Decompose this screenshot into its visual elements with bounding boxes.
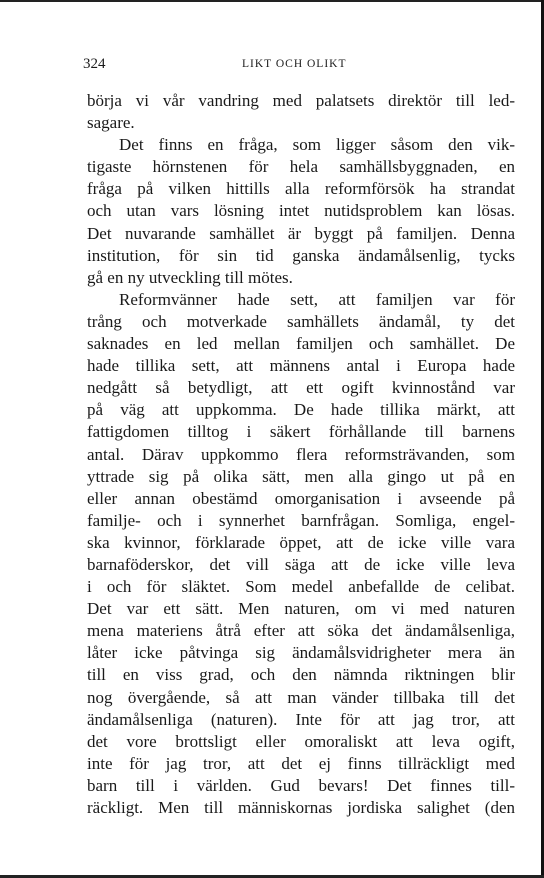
text-line: Det var ett sätt. Men naturen, om vi med naturen	[87, 599, 515, 619]
text-line: tigaste hörnstenen för hela samhällsbyggnaden, en	[87, 157, 515, 177]
text-line: och utan vars lösning intet nutidsproblem kan lösas.	[87, 201, 515, 221]
text-line: på väg att uppkomma. De hade tillika märkt, att	[87, 400, 515, 420]
text-line: till en viss grad, och den nämnda riktningen blir	[87, 665, 515, 685]
body-text	[87, 90, 515, 819]
text-line: nedgått så betydligt, att ett ogift kvinnostånd var	[87, 378, 515, 398]
page-top-edge	[0, 0, 544, 2]
text-line: Det nuvarande samhället är byggt på familjen. Denna	[87, 223, 515, 243]
text-line: räckligt. Men till människornas jordiska salighet (den	[87, 798, 515, 817]
text-line: antal. Därav uppkommo flera reformsträvanden, som	[87, 444, 515, 464]
text-line: barn till i världen. Gud bevars! Det finnes till-	[87, 775, 515, 795]
text-line: institution, för sin tid ganska ändamålsenlig, tycks	[87, 245, 515, 265]
text-line: fattigdomen tilltog i säkert förhållande till barnens	[87, 422, 515, 442]
running-title: LIKT OCH OLIKT	[242, 58, 347, 70]
text-line: trång och motverkade samhällets ändamål, ty det	[87, 311, 515, 331]
text-line: yttrade sig på olika sätt, men alla gingo ut på en	[87, 466, 515, 486]
text-line: familje- och i synnerhet barnfrågan. Somliga, engel-	[87, 510, 515, 530]
text-line: ska kvinnor, förklarade öppet, att de icke ville vara	[87, 532, 515, 552]
text-line: hade tillika sett, att männens antal i Europa hade	[87, 356, 515, 376]
text-line: det vore brottsligt eller omoraliskt att leva ogift,	[87, 731, 515, 751]
text-line: ändamålsenliga (naturen). Inte för att jag tror, att	[87, 709, 515, 729]
text-line: i och för släktet. Som medel anbefallde de celibat.	[87, 577, 515, 597]
text-line: låter icke påtvinga sig ändamålsvidrigheter mera än	[87, 643, 515, 663]
paragraph-first-line: Reformvänner hade sett, att familjen var för	[119, 289, 515, 309]
text-line: sagare.	[87, 113, 135, 133]
paragraph-first-line: Det finns en fråga, som ligger såsom den vik-	[119, 135, 515, 155]
text-line: fråga på vilken hittills alla reformförsök ha strandat	[87, 179, 515, 199]
text-line: saknades en led mellan familjen och samhället. De	[87, 334, 515, 354]
page-number: 324	[83, 56, 106, 72]
text-line: börja vi vår vandring med palatsets direktör till led-	[87, 91, 515, 110]
text-line: mena materiens åtrå efter att söka det ändamålsenliga,	[87, 621, 515, 641]
page-header	[83, 56, 513, 76]
text-line: eller annan obestämd omorganisation i avseende på	[87, 488, 515, 508]
text-line: barnaföderskor, det vill säga att de icke ville leva	[87, 554, 515, 574]
text-line: inte för jag tror, att det ej finns tillräckligt med	[87, 753, 515, 773]
text-line: gå en ny utveckling till mötes.	[87, 267, 293, 287]
text-line: nog övergående, så att man vänder tillbaka till det	[87, 687, 515, 707]
